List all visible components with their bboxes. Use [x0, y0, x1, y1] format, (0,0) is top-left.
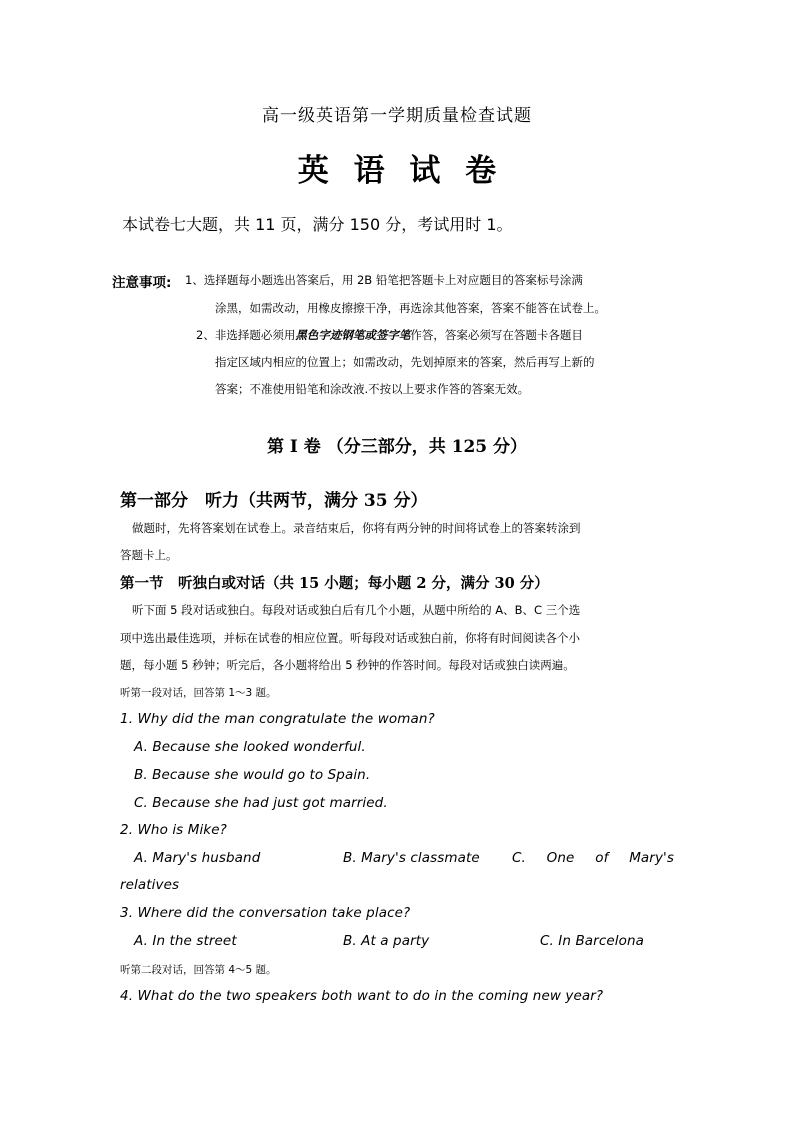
section1-heading: 第一节 听独白或对话（共 15 小题；每小题 2 分，满分 30 分） — [120, 575, 549, 592]
notice-item-1-line-2: 涂黑，如需改动，用橡皮擦擦干净，再选涂其他答案，答案不能答在试卷上。 — [215, 301, 606, 315]
q1-option-c: C. Because she had just got married. — [134, 795, 388, 811]
q4-stem: 4. What do the two speakers both want to do in the coming new year? — [120, 988, 604, 1004]
q3-stem: 3. Where did the conversation take place? — [120, 905, 411, 921]
q2-option-c-wrap: relatives — [120, 877, 180, 893]
part1-intro-line-1: 做题时，先将答案划在试卷上。录音结束后，你将有两分钟的时间将试卷上的答案转涂到 — [132, 521, 581, 535]
exam-title: 英 语 试 卷 — [297, 153, 497, 189]
q1-option-a: A. Because she looked wonderful. — [134, 739, 366, 755]
q3-option-a: A. In the street — [134, 933, 237, 949]
q1-option-b: B. Because she would go to Spain. — [134, 767, 371, 783]
q2-option-b: B. Mary's classmate — [343, 850, 480, 866]
q2-option-a: A. Mary's husband — [134, 850, 261, 866]
exam-subtitle: 高一级英语第一学期质量检查试题 — [262, 106, 532, 126]
notice-item-2-line-1: 2、非选择题必须用黑色字迹钢笔或签字笔作答，答案必须写在答题卡各题目 — [196, 328, 583, 342]
q2-option-c: C. One of Mary's — [512, 850, 674, 866]
notice-item-2-line-2: 指定区域内相应的位置上；如需改动，先划掉原来的答案，然后再写上新的 — [215, 355, 595, 369]
part1-heading: 第一部分 听力（共两节，满分 35 分） — [120, 491, 428, 511]
q1-stem: 1. Why did the man congratulate the woman? — [120, 711, 435, 727]
notice-item-1-line-1: 1、选择题每小题选出答案后，用 2B 铅笔把答题卡上对应题目的答案标号涂满 — [185, 273, 583, 287]
section1-intro-line-1: 听下面 5 段对话或独白。每段对话或独白后有几个小题，从题中所给的 A、B、C 三个选 — [132, 603, 581, 617]
q3-option-c: C. In Barcelona — [540, 933, 644, 949]
dialog2-instruction: 听第二段对话，回答第 4～5 题。 — [120, 964, 277, 976]
part1-intro-line-2: 答题卡上。 — [120, 548, 178, 562]
dialog1-instruction: 听第一段对话，回答第 1～3 题。 — [120, 687, 277, 699]
section1-intro-line-3: 题，每小题 5 秒钟；听完后，各小题将给出 5 秒钟的作答时间。每段对话或独白读两遍。 — [120, 658, 575, 672]
section1-intro-line-2: 项中选出最佳选项，并标在试卷的相应位置。听每段对话或独白前，你将有时间阅读各个小 — [120, 631, 580, 645]
q2-stem: 2. Who is Mike? — [120, 822, 227, 838]
notice-emphasis: 黑色字迹钢笔或签字笔 — [295, 328, 411, 342]
exam-info: 本试卷七大题，共 11 页，满分 150 分，考试用时 1。 — [122, 215, 513, 234]
notice-label: 注意事项: — [112, 275, 172, 291]
notice-item-2-line-3: 答案；不准使用铅笔和涂改液.不按以上要求作答的答案无效。 — [215, 382, 530, 396]
volume-title: 第 I 卷 （分三部分，共 125 分） — [266, 437, 528, 457]
q3-option-b: B. At a party — [343, 933, 430, 949]
